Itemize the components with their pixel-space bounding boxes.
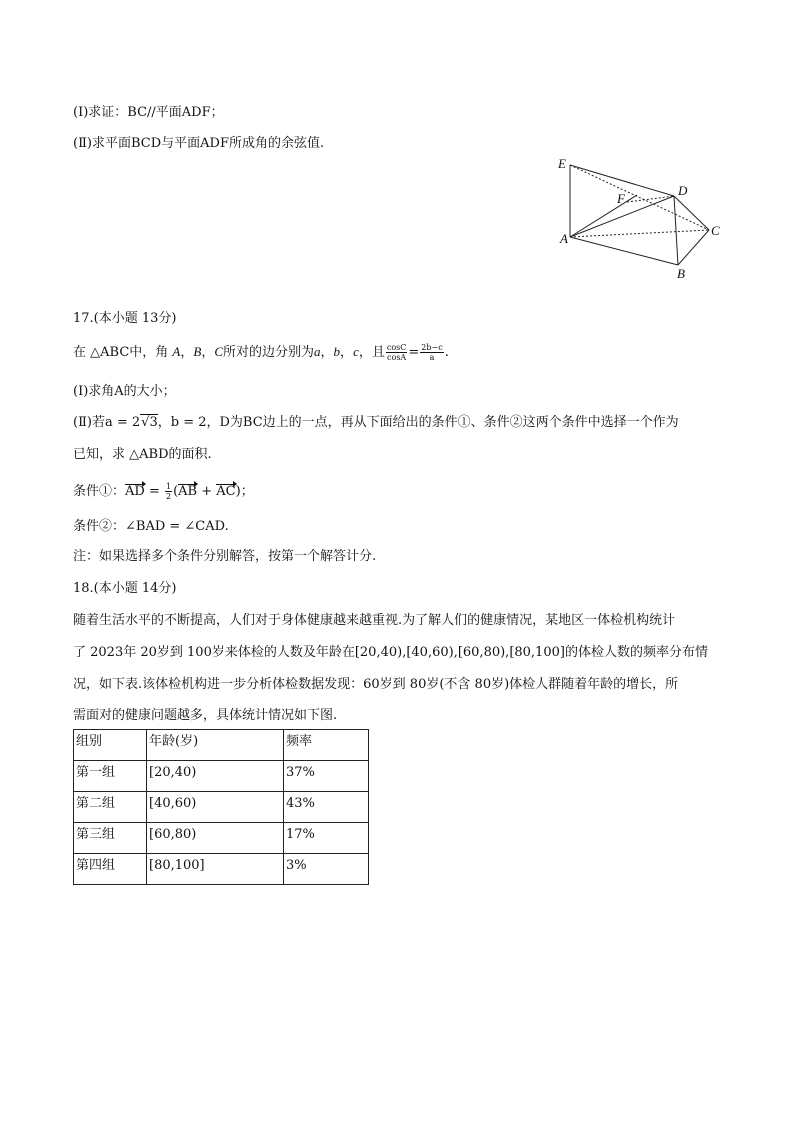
label-C: C: [711, 223, 720, 238]
q17-cond1-close: )；: [235, 484, 254, 499]
q17-part1: (Ⅰ)求角A的大小；: [73, 384, 176, 399]
table-cell: [40,60): [147, 792, 284, 823]
q18-para-line1: 随着生活水平的不断提高，人们对于身体健康越来越重视.为了解人们的健康情况，某地区一体检机构统计: [73, 613, 676, 628]
q17-stem-b: 所对的边分别为: [223, 345, 315, 360]
q17-cond1: [73, 482, 254, 501]
edge-DC: [674, 196, 709, 230]
table-header-cell: 频率: [284, 730, 369, 761]
table-cell: 第三组: [74, 823, 147, 854]
q17-part2-a: (Ⅱ)若a = 2: [73, 415, 141, 430]
q17-stem: 在 △ABC中，角 A，B，C所对的边分别为a，b，c，且 $\frac{\cos C}{\cos A}$ = $\frac{2b-c}{a}$ .: [73, 343, 449, 362]
q17-frac-left-num: cosC: [386, 343, 407, 352]
q17-cond1-eq: =: [144, 484, 164, 499]
q17-var-A: A: [172, 344, 181, 359]
q17-var-B: B: [193, 344, 202, 359]
q17-var-C: C: [214, 344, 224, 359]
table-header-row: [74, 730, 369, 761]
label-D: D: [678, 183, 688, 198]
table-row: [74, 761, 369, 792]
table-row: [74, 854, 369, 885]
q17-stem-a: 在 △ABC中，角: [73, 345, 169, 360]
q17-frac-left-den: cosA: [387, 353, 407, 362]
edge-EC-dashed: [570, 165, 709, 230]
table-cell: 第二组: [74, 792, 147, 823]
label-B: B: [677, 266, 685, 280]
q17-cond1-plus: +: [197, 484, 217, 499]
edge-BC: [678, 230, 709, 265]
q17-half-num: 1: [166, 482, 172, 491]
q17-half-den: 2: [166, 492, 172, 501]
geometry-figure: [552, 150, 732, 280]
q17-part2-c: 已知，求 △ABD的面积.: [73, 447, 212, 462]
q17-frac-left: [386, 343, 408, 362]
table-cell: 第一组: [74, 761, 147, 792]
label-A: A: [560, 231, 568, 246]
q17-cond1-open: (: [173, 484, 179, 499]
table-cell: 43%: [284, 792, 369, 823]
q18-para-line4: 需面对的健康问题越多，具体统计情况如下图.: [73, 708, 338, 723]
vector-AC: AC: [216, 484, 236, 499]
q17-frac-right-den: a: [429, 353, 435, 362]
q16-part1: (Ⅰ)求证：BC//平面ADF；: [73, 105, 224, 120]
vector-AB: AB: [178, 484, 198, 499]
q18-heading: 18.(本小题 14分): [73, 581, 177, 596]
q17-var-c: c: [353, 344, 359, 359]
edge-AB: [570, 237, 678, 265]
edge-DB: [674, 196, 678, 265]
q17-sqrt-val: 3: [149, 415, 158, 430]
table-row: [74, 823, 369, 854]
q17-cond2: 条件②：∠BAD = ∠CAD.: [73, 519, 229, 534]
q16-part2: (Ⅱ)求平面BCD与平面ADF所成角的余弦值.: [73, 136, 325, 151]
table-cell: [60,80): [147, 823, 284, 854]
table-row: [74, 792, 369, 823]
q17-var-a: a: [314, 344, 321, 359]
q17-part2: [73, 414, 679, 432]
table-header-cell: 组别: [74, 730, 147, 761]
q17-note: 注：如果选择多个条件分别解答，按第一个解答计分.: [73, 549, 377, 564]
table-header-cell: 年龄(岁): [147, 730, 284, 761]
table-cell: 37%: [284, 761, 369, 792]
table-cell: 第四组: [74, 854, 147, 885]
q17-var-b: b: [333, 344, 341, 359]
table-cell: [80,100]: [147, 854, 284, 885]
label-E: E: [558, 156, 566, 171]
q17-part2-b: ，b = 2，D为BC边上的一点，再从下面给出的条件①、条件②这两个条件中选择一个作为: [157, 415, 679, 430]
q17-frac-right: [420, 343, 443, 362]
q17-frac-right-num: 2b−c: [421, 343, 443, 352]
q17-heading: 17.(本小题 13分): [73, 311, 177, 326]
q18-para-line3: 况，如下表.该体检机构进一步分析体检数据发现：60岁到 80岁(不含 80岁)体检人群随着年龄的增长，所: [73, 677, 679, 692]
table-cell: 17%: [284, 823, 369, 854]
q17-sqrt: √3: [141, 415, 158, 430]
q17-stem-c: ，且: [358, 345, 385, 360]
table-cell: [20,40): [147, 761, 284, 792]
vector-AD: AD: [125, 484, 145, 499]
frequency-table: [73, 729, 369, 885]
q17-cond1-prefix: 条件①：: [73, 484, 126, 499]
q18-para-line2: 了 2023年 20岁到 100岁来体检的人数及年龄在[20,40),[40,60),[60,80),[80,100]的体检人数的频率分布情: [73, 645, 708, 660]
q17-half: [165, 482, 172, 501]
edge-AF: [570, 195, 637, 237]
table-cell: 3%: [284, 854, 369, 885]
edge-AC-dashed: [570, 230, 709, 237]
label-F: F: [617, 191, 625, 206]
